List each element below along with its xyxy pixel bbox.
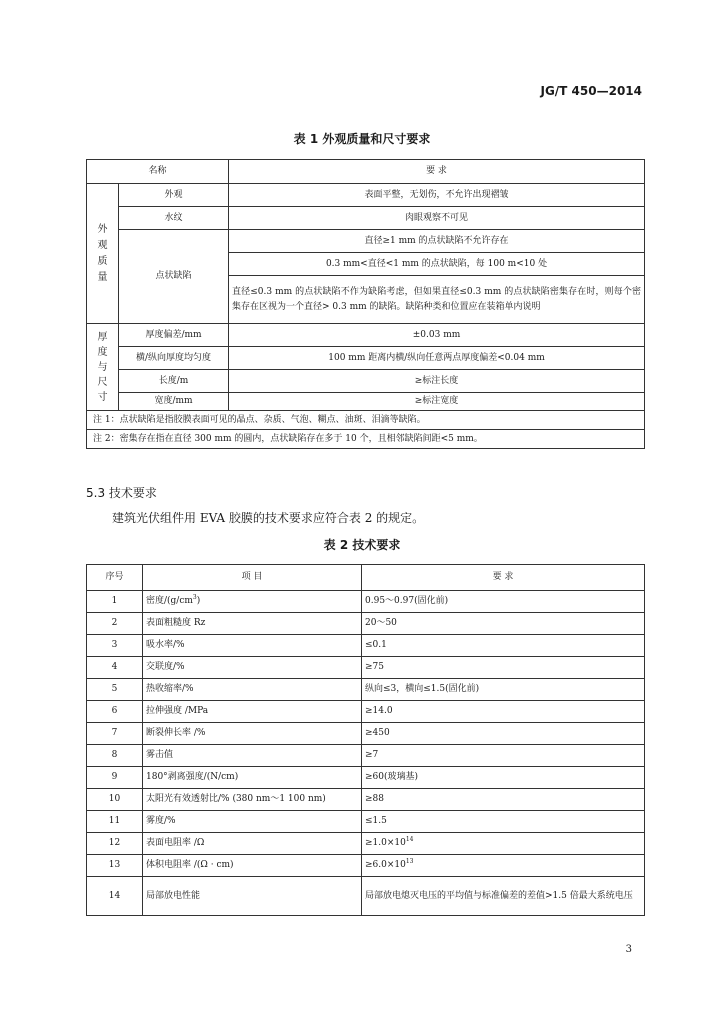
table-row xyxy=(87,877,645,916)
row-req: ≥7 xyxy=(362,745,645,767)
row-item: 局部放电性能 xyxy=(143,877,362,916)
row-req: ≥14.0 xyxy=(362,701,645,723)
row-req: 0.3 mm<直径<1 mm 的点状缺陷，每 100 m<10 处 xyxy=(229,253,645,276)
row-req: 直径≤0.3 mm 的点状缺陷不作为缺陷考虑，但如果直径≤0.3 mm 的点状缺陷密集存在时，则每个密集存在区视为一个直径> 0.3 mm 的缺陷。缺陷种类和位置应在装箱单内说明 xyxy=(229,276,645,324)
table2-technical-requirements xyxy=(86,564,645,916)
row-item: 体积电阻率 /(Ω · cm) xyxy=(143,855,362,877)
row-name: 水纹 xyxy=(119,207,229,230)
row-req: $\ge 6.0\times 10^{13}$ xyxy=(362,855,645,877)
row-req: ≥450 xyxy=(362,723,645,745)
row-req: ≥88 xyxy=(362,789,645,811)
row-item: 雾击值 xyxy=(143,745,362,767)
col-header-name: 名称 xyxy=(87,160,229,184)
row-no: 6 xyxy=(87,701,143,723)
row-req: 100 mm 距离内横/纵向任意两点厚度偏差<0.04 mm xyxy=(229,347,645,370)
row-name: 宽度/mm xyxy=(119,393,229,411)
row-item: 雾度/% xyxy=(143,811,362,833)
row-item: 表面粗糙度 Rz xyxy=(143,613,362,635)
row-req: ≤1.5 xyxy=(362,811,645,833)
row-name: 长度/m xyxy=(119,370,229,393)
row-req: $\ge 1.0\times 10^{14}$ xyxy=(362,833,645,855)
row-no: 8 xyxy=(87,745,143,767)
table-row xyxy=(87,767,645,789)
table-row xyxy=(87,613,645,635)
row-req: ≤0.1 xyxy=(362,635,645,657)
row-name: 横/纵向厚度均匀度 xyxy=(119,347,229,370)
col-header-requirement: 要 求 xyxy=(362,565,645,591)
table-row xyxy=(87,657,645,679)
row-req: ≥标注长度 xyxy=(229,370,645,393)
row-item: 太阳光有效透射比/% (380 nm～1 100 nm) xyxy=(143,789,362,811)
col-header-requirement: 要 求 xyxy=(229,160,645,184)
row-item: 表面电阻率 /Ω xyxy=(143,833,362,855)
table-row xyxy=(87,745,645,767)
section-paragraph: 建筑光伏组件用 EVA 胶膜的技术要求应符合表 2 的规定。 xyxy=(112,511,425,525)
table1-note-2: 注 2：密集存在指在直径 300 mm 的圆内，点状缺陷存在多于 10 个，且相邻缺陷间距<5 mm。 xyxy=(87,430,645,449)
section-heading: 5.3 技术要求 xyxy=(86,486,157,500)
row-item: 拉伸强度 /MPa xyxy=(143,701,362,723)
row-item: 密度$/(g/cm^3)$ xyxy=(143,591,362,613)
table-row xyxy=(87,591,645,613)
row-req: 肉眼观察不可见 xyxy=(229,207,645,230)
table-row xyxy=(87,789,645,811)
table-row xyxy=(87,723,645,745)
table-row xyxy=(87,635,645,657)
row-no: 4 xyxy=(87,657,143,679)
row-req: ≥60(玻璃基) xyxy=(362,767,645,789)
table-row xyxy=(87,811,645,833)
row-no: 3 xyxy=(87,635,143,657)
row-no: 2 xyxy=(87,613,143,635)
row-name: 厚度偏差/mm xyxy=(119,324,229,347)
row-name: 外观 xyxy=(119,184,229,207)
row-req: 局部放电熄灭电压的平均值与标准偏差的差值>1.5 倍最大系统电压 xyxy=(362,877,645,916)
row-no: 14 xyxy=(87,877,143,916)
row-req: 20～50 xyxy=(362,613,645,635)
group-label-size: 厚 度 与 尺 寸 xyxy=(87,324,119,411)
table1-appearance-size xyxy=(86,159,645,449)
row-no: 10 xyxy=(87,789,143,811)
row-no: 5 xyxy=(87,679,143,701)
row-req: 纵向≤3，横向≤1.5(固化前) xyxy=(362,679,645,701)
row-no: 9 xyxy=(87,767,143,789)
row-no: 13 xyxy=(87,855,143,877)
row-req: ±0.03 mm xyxy=(229,324,645,347)
table2-caption: 表 2 技术要求 xyxy=(323,538,401,552)
table-row xyxy=(87,855,645,877)
row-req: 直径≥1 mm 的点状缺陷不允许存在 xyxy=(229,230,645,253)
row-req: 0.95～0.97(固化前) xyxy=(362,591,645,613)
table-row xyxy=(87,679,645,701)
table-row xyxy=(87,833,645,855)
col-header-no: 序号 xyxy=(87,565,143,591)
row-req: ≥75 xyxy=(362,657,645,679)
row-no: 7 xyxy=(87,723,143,745)
row-item: 吸水率/% xyxy=(143,635,362,657)
row-no: 11 xyxy=(87,811,143,833)
table1-note-1: 注 1：点状缺陷是指胶膜表面可见的晶点、杂质、气泡、糊点、油斑、泪滴等缺陷。 xyxy=(87,411,645,430)
row-item: 热收缩率/% xyxy=(143,679,362,701)
table-row xyxy=(87,701,645,723)
row-name: 点状缺陷 xyxy=(119,230,229,324)
row-item: 交联度/% xyxy=(143,657,362,679)
row-req: 表面平整，无划伤，不允许出现褶皱 xyxy=(229,184,645,207)
standard-code: JG/T 450—2014 xyxy=(540,84,642,98)
row-item: 180°剥离强度/(N/cm) xyxy=(143,767,362,789)
page-number: 3 xyxy=(625,944,632,955)
table1-caption: 表 1 外观质量和尺寸要求 xyxy=(293,132,431,146)
row-item: 断裂伸长率 /% xyxy=(143,723,362,745)
group-label-appearance: 外 观 质 量 xyxy=(87,184,119,324)
row-no: 12 xyxy=(87,833,143,855)
col-header-item: 项 目 xyxy=(143,565,362,591)
row-no: 1 xyxy=(87,591,143,613)
row-req: ≥标注宽度 xyxy=(229,393,645,411)
